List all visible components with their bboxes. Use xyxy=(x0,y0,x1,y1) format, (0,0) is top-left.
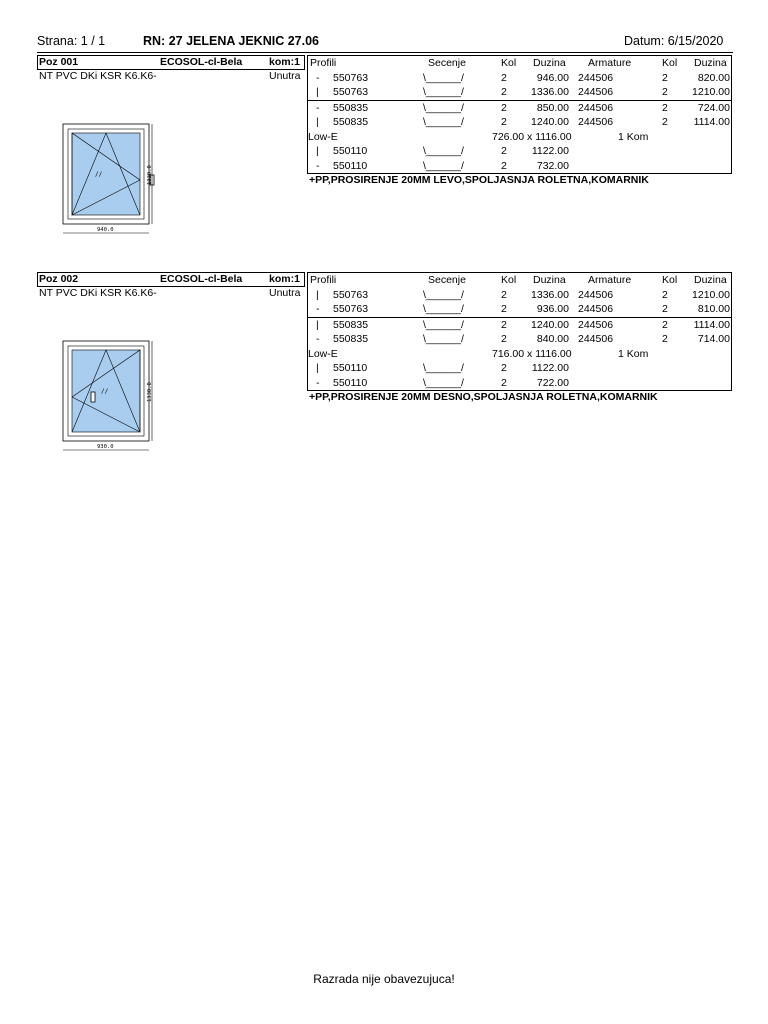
reinforcement-qty: 2 xyxy=(662,101,668,114)
cut-symbol: \______/ xyxy=(423,71,464,84)
table-row xyxy=(308,115,731,130)
view-side: Unutra xyxy=(269,287,301,299)
reinforcement-qty: 2 xyxy=(662,288,668,301)
cut-symbol: \______/ xyxy=(423,288,464,301)
profile-code: 550763 xyxy=(333,303,369,315)
quantity: 2 xyxy=(501,86,507,98)
window-drawing xyxy=(59,120,159,240)
quantity: 2 xyxy=(501,145,507,157)
profile-code: 550763 xyxy=(333,86,369,98)
row-mark: - xyxy=(316,376,320,389)
table-row xyxy=(308,376,731,391)
cut-symbol: \______/ xyxy=(423,145,464,157)
quantity: 2 xyxy=(501,288,507,301)
length: 1122.00 xyxy=(531,362,569,374)
length: 1336.00 xyxy=(531,288,569,301)
quantity: 2 xyxy=(501,159,507,172)
reinforcement-length: 714.00 xyxy=(697,333,730,345)
row-mark: | xyxy=(316,116,319,128)
table-row xyxy=(308,302,731,317)
row-mark: - xyxy=(316,101,320,114)
reinforcement-length: 1114.00 xyxy=(693,318,730,331)
cutting-table xyxy=(307,55,732,186)
row-mark: - xyxy=(316,71,320,84)
reinforcement-length: 724.00 xyxy=(697,101,730,114)
table-row xyxy=(308,71,731,86)
table-row xyxy=(308,101,731,116)
col-kol2: Kol xyxy=(662,57,678,69)
table-row xyxy=(308,361,731,376)
window-description: NT PVC DKi KSR K6.K6- xyxy=(39,287,157,299)
table-row xyxy=(308,318,731,333)
profile-code: 550110 xyxy=(333,362,368,374)
table-row xyxy=(308,144,731,159)
length: 732.00 xyxy=(536,159,569,172)
row-mark: | xyxy=(316,318,319,331)
document-date: Datum: 6/15/2020 xyxy=(624,34,724,48)
material-name: ECOSOL-cl-Bela xyxy=(160,273,243,285)
row-mark: - xyxy=(316,333,320,345)
profile-code: 550835 xyxy=(333,101,369,114)
col-duzina2: Duzina xyxy=(694,57,727,69)
glass-qty: 1 Kom xyxy=(618,347,649,360)
row-mark: | xyxy=(316,145,319,157)
position-id: Poz 001 xyxy=(39,56,79,68)
table-group-sash xyxy=(307,318,732,392)
height-dimension-label: 1330.0 xyxy=(147,382,153,402)
table-row xyxy=(308,332,731,347)
cut-symbol: \______/ xyxy=(423,362,464,374)
glass-size: 726.00 x 1116.00 xyxy=(492,130,572,143)
footer-disclaimer: Razrada nije obavezujuca! xyxy=(313,972,455,986)
length: 850.00 xyxy=(536,101,569,114)
col-duzina: Duzina xyxy=(533,274,566,286)
quantity: 2 xyxy=(501,333,507,345)
reinforcement-code: 244506 xyxy=(578,86,614,98)
width-dimension-label: 940.0 xyxy=(97,227,114,233)
reinforcement-length: 820.00 xyxy=(697,71,730,84)
reinforcement-code: 244506 xyxy=(578,288,614,301)
glass-row xyxy=(308,347,731,362)
glass-marker: // xyxy=(95,171,103,178)
profile-code: 550763 xyxy=(333,71,369,84)
cut-symbol: \______/ xyxy=(423,159,464,172)
page-number: Strana: 1 / 1 xyxy=(37,34,106,48)
table-group-frame xyxy=(307,272,732,318)
position-note: +PP,PROSIRENJE 20MM LEVO,SPOLJASNJA ROLETNA,KOMARNIK xyxy=(309,174,649,186)
col-profili: Profili xyxy=(310,274,337,286)
row-mark: | xyxy=(316,86,319,98)
cutting-table xyxy=(307,272,732,403)
col-duzina2: Duzina xyxy=(694,274,727,286)
cut-symbol: \______/ xyxy=(423,318,464,331)
col-secenje: Secenje xyxy=(428,274,466,286)
cut-symbol: \______/ xyxy=(423,376,464,389)
profile-code: 550763 xyxy=(333,288,369,301)
glass-type: Low-E xyxy=(308,347,338,360)
reinforcement-length: 1210.00 xyxy=(692,86,730,98)
profile-code: 550110 xyxy=(333,159,368,172)
col-armature: Armature xyxy=(588,57,632,69)
glass-type: Low-E xyxy=(308,130,338,143)
quantity: 2 xyxy=(501,116,507,128)
position-header xyxy=(37,55,305,70)
length: 1336.00 xyxy=(531,86,569,98)
length: 840.00 xyxy=(536,333,569,345)
row-mark: | xyxy=(316,362,319,374)
quantity: 2 xyxy=(501,318,507,331)
col-kol2: Kol xyxy=(662,274,678,286)
col-duzina: Duzina xyxy=(533,57,566,69)
width-dimension-label: 930.0 xyxy=(97,444,114,450)
position-id: Poz 002 xyxy=(39,273,79,285)
reinforcement-qty: 2 xyxy=(662,116,668,128)
reinforcement-length: 1210.00 xyxy=(692,288,730,301)
profile-code: 550110 xyxy=(333,145,368,157)
reinforcement-code: 244506 xyxy=(578,101,614,114)
reinforcement-code: 244506 xyxy=(578,303,614,315)
piece-count: kom:1 xyxy=(269,273,300,285)
position-header xyxy=(37,272,305,287)
profile-code: 550835 xyxy=(333,318,369,331)
glass-qty: 1 Kom xyxy=(618,130,649,143)
document-title: RN: 27 JELENA JEKNIC 27.06 xyxy=(143,34,319,48)
col-kol: Kol xyxy=(501,274,517,286)
row-mark: - xyxy=(316,159,320,172)
cut-symbol: \______/ xyxy=(423,116,464,128)
window-glass xyxy=(72,133,140,215)
row-mark: | xyxy=(316,288,319,301)
material-name: ECOSOL-cl-Bela xyxy=(160,56,243,68)
reinforcement-qty: 2 xyxy=(662,71,668,84)
cut-symbol: \______/ xyxy=(423,101,464,114)
position-note: +PP,PROSIRENJE 20MM DESNO,SPOLJASNJA ROLETNA,KOMARNIK xyxy=(309,391,658,403)
reinforcement-code: 244506 xyxy=(578,116,614,128)
profile-code: 550835 xyxy=(333,116,369,128)
table-row xyxy=(308,159,731,174)
col-secenje: Secenje xyxy=(428,57,466,69)
reinforcement-length: 810.00 xyxy=(697,303,730,315)
reinforcement-qty: 2 xyxy=(662,86,668,98)
quantity: 2 xyxy=(501,71,507,84)
glass-row xyxy=(308,130,731,145)
reinforcement-code: 244506 xyxy=(578,333,614,345)
cut-symbol: \______/ xyxy=(423,86,464,98)
col-profili: Profili xyxy=(310,57,337,69)
height-dimension-label: 1330.0 xyxy=(147,165,153,185)
length: 936.00 xyxy=(536,303,569,315)
glass-marker: // xyxy=(101,388,109,395)
table-row xyxy=(308,85,731,100)
col-armature: Armature xyxy=(588,274,632,286)
view-side: Unutra xyxy=(269,70,301,82)
length: 946.00 xyxy=(536,71,569,84)
table-row xyxy=(308,288,731,303)
cut-symbol: \______/ xyxy=(423,333,464,345)
length: 1240.00 xyxy=(531,318,569,331)
window-drawing xyxy=(59,337,159,457)
length: 722.00 xyxy=(536,376,569,389)
quantity: 2 xyxy=(501,362,507,374)
table-group-sash xyxy=(307,101,732,175)
profile-code: 550835 xyxy=(333,333,369,345)
quantity: 2 xyxy=(501,376,507,389)
table-group-frame xyxy=(307,55,732,101)
reinforcement-qty: 2 xyxy=(662,303,668,315)
table-header xyxy=(308,56,731,71)
col-kol: Kol xyxy=(501,57,517,69)
glass-size: 716.00 x 1116.00 xyxy=(492,347,572,360)
handle-icon xyxy=(91,392,95,402)
length: 1122.00 xyxy=(531,145,569,157)
header-divider xyxy=(37,52,733,53)
cut-symbol: \______/ xyxy=(423,303,464,315)
window-description: NT PVC DKi KSR K6.K6- xyxy=(39,70,157,82)
row-mark: - xyxy=(316,303,320,315)
reinforcement-qty: 2 xyxy=(662,333,668,345)
table-header xyxy=(308,273,731,288)
reinforcement-qty: 2 xyxy=(662,318,668,331)
quantity: 2 xyxy=(501,101,507,114)
length: 1240.00 xyxy=(531,116,569,128)
profile-code: 550110 xyxy=(333,376,368,389)
reinforcement-code: 244506 xyxy=(578,71,614,84)
piece-count: kom:1 xyxy=(269,56,300,68)
reinforcement-code: 244506 xyxy=(578,318,614,331)
quantity: 2 xyxy=(501,303,507,315)
reinforcement-length: 1114.00 xyxy=(693,116,730,128)
